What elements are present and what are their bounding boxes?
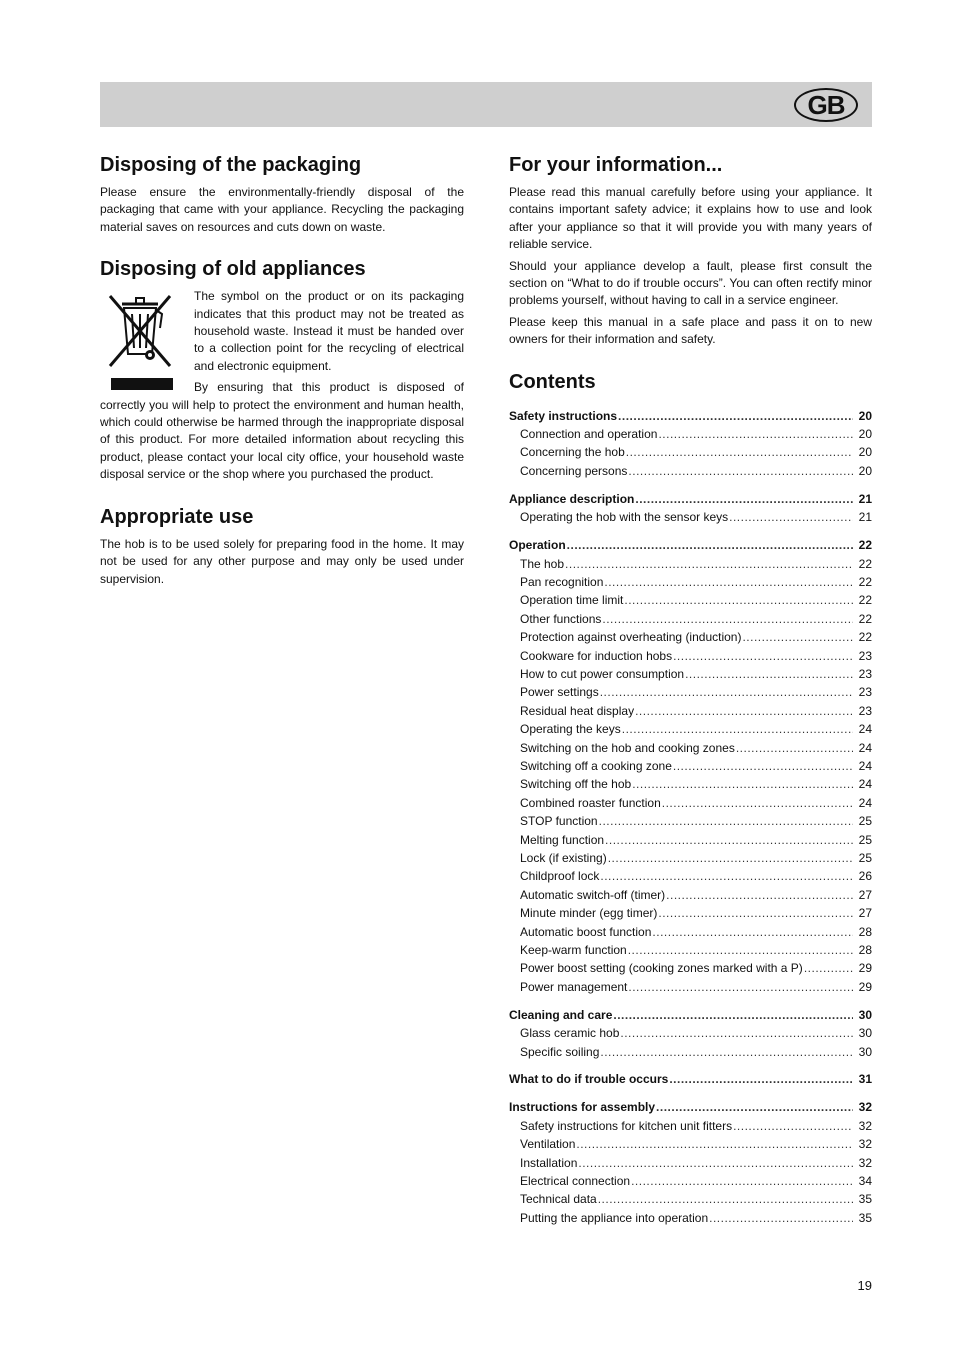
toc-entry <box>509 462 872 480</box>
toc-heading-label: Operation <box>509 538 566 553</box>
toc-entry <box>509 683 872 701</box>
toc-entry-page: 30 <box>858 1044 872 1059</box>
toc-entry-label: Residual heat display <box>520 703 635 718</box>
dot-leader <box>600 1043 853 1061</box>
toc-entry <box>509 573 872 591</box>
dot-leader <box>626 443 853 461</box>
dot-leader <box>662 794 853 812</box>
toc-entry-page: 24 <box>858 777 872 792</box>
dot-leader <box>733 1117 853 1135</box>
dot-leader <box>673 647 853 665</box>
toc-entry-label: Ventilation <box>520 1137 576 1152</box>
toc-entry-label: Safety instructions for kitchen unit fitters <box>520 1118 733 1133</box>
toc-entry-page: 22 <box>858 630 872 645</box>
toc-entry <box>509 812 872 830</box>
toc-heading-label: What to do if trouble occurs <box>509 1072 669 1087</box>
toc-entry-page: 24 <box>858 795 872 810</box>
toc-entry <box>509 628 872 646</box>
toc-entry-page: 27 <box>858 887 872 902</box>
toc-entry-label: How to cut power consumption <box>520 666 685 681</box>
dot-leader <box>669 1070 853 1088</box>
toc-group <box>509 1006 872 1061</box>
toc-heading-page: 21 <box>858 491 872 506</box>
contents-title: Contents <box>509 370 596 393</box>
toc-heading-page: 32 <box>858 1100 872 1115</box>
dot-leader <box>685 665 853 683</box>
dot-leader <box>602 610 853 628</box>
toc-entry-page: 24 <box>858 758 872 773</box>
toc-entry <box>509 1209 872 1227</box>
toc-entry <box>509 794 872 812</box>
dot-leader <box>804 959 853 977</box>
dot-leader <box>622 720 853 738</box>
toc-entry-page: 24 <box>858 740 872 755</box>
dot-leader <box>578 1154 853 1172</box>
toc-entry-label: Keep-warm function <box>520 943 627 958</box>
toc-entry-label: Concerning persons <box>520 463 628 478</box>
info-section <box>509 152 872 349</box>
packaging-text: Please ensure the environmentally-friendly disposal of the packaging that came with your appliance. Recycling the packaging material saves on resources and cuts down on waste. <box>100 185 464 234</box>
toc-entry-label: Melting function <box>520 832 605 847</box>
toc-heading-page: 20 <box>858 408 872 423</box>
toc-heading-page: 31 <box>858 1072 872 1087</box>
toc-entry <box>509 1154 872 1172</box>
right-column <box>509 152 872 1237</box>
toc-entry <box>509 1190 872 1208</box>
toc-entry <box>509 555 872 573</box>
header-bar <box>100 82 872 127</box>
toc-entry-page: 26 <box>858 869 872 884</box>
toc-entry-page: 34 <box>858 1174 872 1188</box>
dot-leader <box>624 591 853 609</box>
dot-leader <box>604 573 853 591</box>
toc-entry <box>509 508 872 526</box>
toc-heading <box>509 490 872 508</box>
dot-leader <box>709 1209 853 1227</box>
dot-leader <box>742 628 853 646</box>
info-text-1: Please read this manual carefully before using your appliance. It contains important safety advice; it explains how to use and look after your appliance so that it will provide you with many years of reliable service. <box>509 185 872 252</box>
toc-entry <box>509 1043 872 1061</box>
dot-leader <box>600 867 853 885</box>
toc-entry-label: Other functions <box>520 611 602 626</box>
toc-heading <box>509 1098 872 1116</box>
toc-entry-page: 23 <box>858 648 872 663</box>
toc-entry <box>509 959 872 977</box>
toc-entry-page: 23 <box>858 685 872 700</box>
toc-entry-page: 22 <box>858 593 872 608</box>
toc-entry-label: Switching off the hob <box>520 777 632 792</box>
toc-entry-page: 28 <box>858 943 872 958</box>
toc-entry-label: Power boost setting (cooking zones marked with a P) <box>520 961 803 976</box>
toc-entry <box>509 443 872 461</box>
toc-entry-label: Electrical connection <box>520 1174 631 1188</box>
toc-entry-label: Automatic boost function <box>520 924 652 939</box>
dot-leader <box>656 1098 853 1116</box>
toc-heading-page: 22 <box>858 538 872 553</box>
dot-leader <box>620 1024 853 1042</box>
toc-entry-label: Cookware for induction hobs <box>520 648 673 663</box>
toc-entry-label: Glass ceramic hob <box>520 1026 620 1041</box>
toc-entry <box>509 739 872 757</box>
packaging-section <box>100 152 464 236</box>
toc-entry-page: 23 <box>858 666 872 681</box>
toc-entry-page: 35 <box>858 1192 872 1207</box>
toc-entry <box>509 867 872 885</box>
dot-leader <box>666 886 853 904</box>
dot-leader <box>608 849 853 867</box>
info-text-3: Please keep this manual in a safe place and pass it on to new owners for their information and safety. <box>509 314 872 347</box>
toc-heading-label: Instructions for assembly <box>509 1100 656 1115</box>
contents-section <box>509 369 872 1228</box>
page-number: 19 <box>857 1278 872 1293</box>
toc-entry <box>509 1117 872 1135</box>
toc-entry <box>509 1172 872 1190</box>
toc-entry <box>509 923 872 941</box>
toc-entry-label: Power management <box>520 979 628 994</box>
toc-entry-label: Childproof lock <box>520 869 600 884</box>
toc-entry-label: Minute minder (egg timer) <box>520 906 658 921</box>
toc-heading-label: Appliance description <box>509 491 635 506</box>
toc-entry-label: Power settings <box>520 685 599 700</box>
dot-leader <box>605 831 853 849</box>
dot-leader <box>628 978 853 996</box>
toc-entry-page: 23 <box>858 703 872 718</box>
toc-entry <box>509 665 872 683</box>
old-appliances-text-1: The symbol on the product or on its packaging indicates that this product may not be treated as household waste. Instead it must be handed over to a collection point for the recycling of electrical and electronic equipment. <box>194 289 464 373</box>
dot-leader <box>729 508 853 526</box>
dot-leader <box>635 702 853 720</box>
dot-leader <box>736 739 853 757</box>
toc-entry <box>509 610 872 628</box>
toc-entry-label: Automatic switch-off (timer) <box>520 887 666 902</box>
language-badge: GB <box>794 88 858 122</box>
dot-leader <box>600 683 853 701</box>
toc-entry-page: 29 <box>858 979 872 994</box>
toc-entry-page: 28 <box>858 924 872 939</box>
toc-entry <box>509 1024 872 1042</box>
toc-entry-page: 20 <box>858 445 872 460</box>
appropriate-use-section <box>100 504 464 588</box>
toc-heading-page: 30 <box>858 1007 872 1022</box>
toc-entry-page: 35 <box>858 1210 872 1225</box>
toc-entry-label: Pan recognition <box>520 574 604 589</box>
toc-entry <box>509 591 872 609</box>
toc-entry-label: STOP function <box>520 814 598 829</box>
toc-heading <box>509 536 872 554</box>
old-appliances-body <box>100 288 464 483</box>
dot-leader <box>613 1006 853 1024</box>
toc-entry <box>509 425 872 443</box>
toc-entry-page: 20 <box>858 427 872 442</box>
toc-entry-label: Combined roaster function <box>520 795 661 810</box>
toc-heading <box>509 1006 872 1024</box>
toc-entry-label: Putting the appliance into operation <box>520 1210 709 1225</box>
toc-entry-page: 25 <box>858 814 872 829</box>
toc-heading-label: Cleaning and care <box>509 1007 613 1022</box>
table-of-contents <box>509 407 872 1228</box>
toc-entry-label: Technical data <box>520 1192 597 1207</box>
toc-group <box>509 490 872 527</box>
toc-entry-label: The hob <box>520 556 565 571</box>
toc-entry-page: 25 <box>858 851 872 865</box>
dot-leader <box>632 775 853 793</box>
dot-leader <box>567 536 853 554</box>
toc-entry-page: 22 <box>858 611 872 626</box>
dot-leader <box>658 904 853 922</box>
appropriate-use-title: Appropriate use <box>100 505 254 528</box>
toc-group <box>509 536 872 996</box>
toc-entry-label: Protection against overheating (induction) <box>520 630 742 645</box>
dot-leader <box>628 941 853 959</box>
toc-group <box>509 1098 872 1227</box>
toc-entry <box>509 849 872 867</box>
old-appliances-title: Disposing of old appliances <box>100 258 366 281</box>
toc-entry-page: 30 <box>858 1026 872 1041</box>
dot-leader <box>598 1190 853 1208</box>
toc-entry-page: 32 <box>858 1118 872 1133</box>
dot-leader <box>658 425 853 443</box>
toc-entry-label: Operation time limit <box>520 593 624 608</box>
toc-entry-page: 29 <box>858 961 872 976</box>
old-appliances-text-2: By ensuring that this product is disposed of correctly you will help to protect the environment and human health, which could otherwise be harmed through the inappropriate disposal of this product. For more detailed information about recycling this product, please contact your local city office, your household waste disposal service or the shop where you purchased the product. <box>100 380 464 482</box>
appropriate-use-text: The hob is to be used solely for preparing food in the home. It may not be used for any other purpose and may only be used under supervision. <box>100 536 464 586</box>
toc-entry <box>509 904 872 922</box>
toc-entry-label: Installation <box>520 1155 578 1170</box>
toc-heading-label: Safety instructions <box>509 408 618 423</box>
toc-entry-page: 25 <box>858 832 872 847</box>
toc-entry-page: 21 <box>858 510 872 525</box>
toc-entry-label: Switching on the hob and cooking zones <box>520 740 735 755</box>
info-text-2: Should your appliance develop a fault, please first consult the section on “What to do if trouble occurs”. You can often rectify minor problems yourself, without having to call in a service engineer. <box>509 258 872 308</box>
dot-leader <box>599 812 853 830</box>
toc-entry-page: 22 <box>858 574 872 589</box>
toc-group <box>509 1070 872 1088</box>
toc-entry <box>509 775 872 793</box>
toc-heading <box>509 1070 872 1088</box>
toc-entry-label: Switching off a cooking zone <box>520 758 672 773</box>
packaging-title: Disposing of the packaging <box>100 154 362 176</box>
dot-leader <box>576 1135 853 1153</box>
toc-entry-page: 27 <box>858 906 872 921</box>
toc-entry <box>509 720 872 738</box>
toc-entry-page: 32 <box>858 1137 872 1152</box>
dot-leader <box>635 490 853 508</box>
toc-entry <box>509 1135 872 1153</box>
dot-leader <box>628 462 853 480</box>
toc-group <box>509 407 872 481</box>
toc-entry-page: 20 <box>858 463 872 478</box>
left-column <box>100 152 464 608</box>
toc-entry <box>509 941 872 959</box>
toc-entry-label: Specific soiling <box>520 1044 600 1059</box>
info-title: For your information... <box>509 154 723 176</box>
dot-leader <box>565 555 853 573</box>
dot-leader <box>652 923 853 941</box>
toc-entry-label: Concerning the hob <box>520 445 625 460</box>
toc-entry <box>509 831 872 849</box>
toc-entry-page: 32 <box>858 1155 872 1170</box>
old-appliances-section <box>100 256 464 483</box>
toc-entry <box>509 702 872 720</box>
toc-entry <box>509 647 872 665</box>
toc-heading <box>509 407 872 425</box>
toc-entry-page: 22 <box>858 556 872 571</box>
toc-entry-label: Connection and operation <box>520 427 658 442</box>
dot-leader <box>631 1172 853 1190</box>
crossed-out-wheelie-bin-icon <box>100 288 182 392</box>
toc-entry <box>509 886 872 904</box>
dot-leader <box>673 757 853 775</box>
dot-leader <box>618 407 853 425</box>
toc-entry-label: Operating the keys <box>520 722 621 737</box>
toc-entry-page: 24 <box>858 722 872 737</box>
toc-entry-label: Lock (if existing) <box>520 851 607 865</box>
toc-entry <box>509 757 872 775</box>
toc-entry-label: Operating the hob with the sensor keys <box>520 510 729 525</box>
toc-entry <box>509 978 872 996</box>
